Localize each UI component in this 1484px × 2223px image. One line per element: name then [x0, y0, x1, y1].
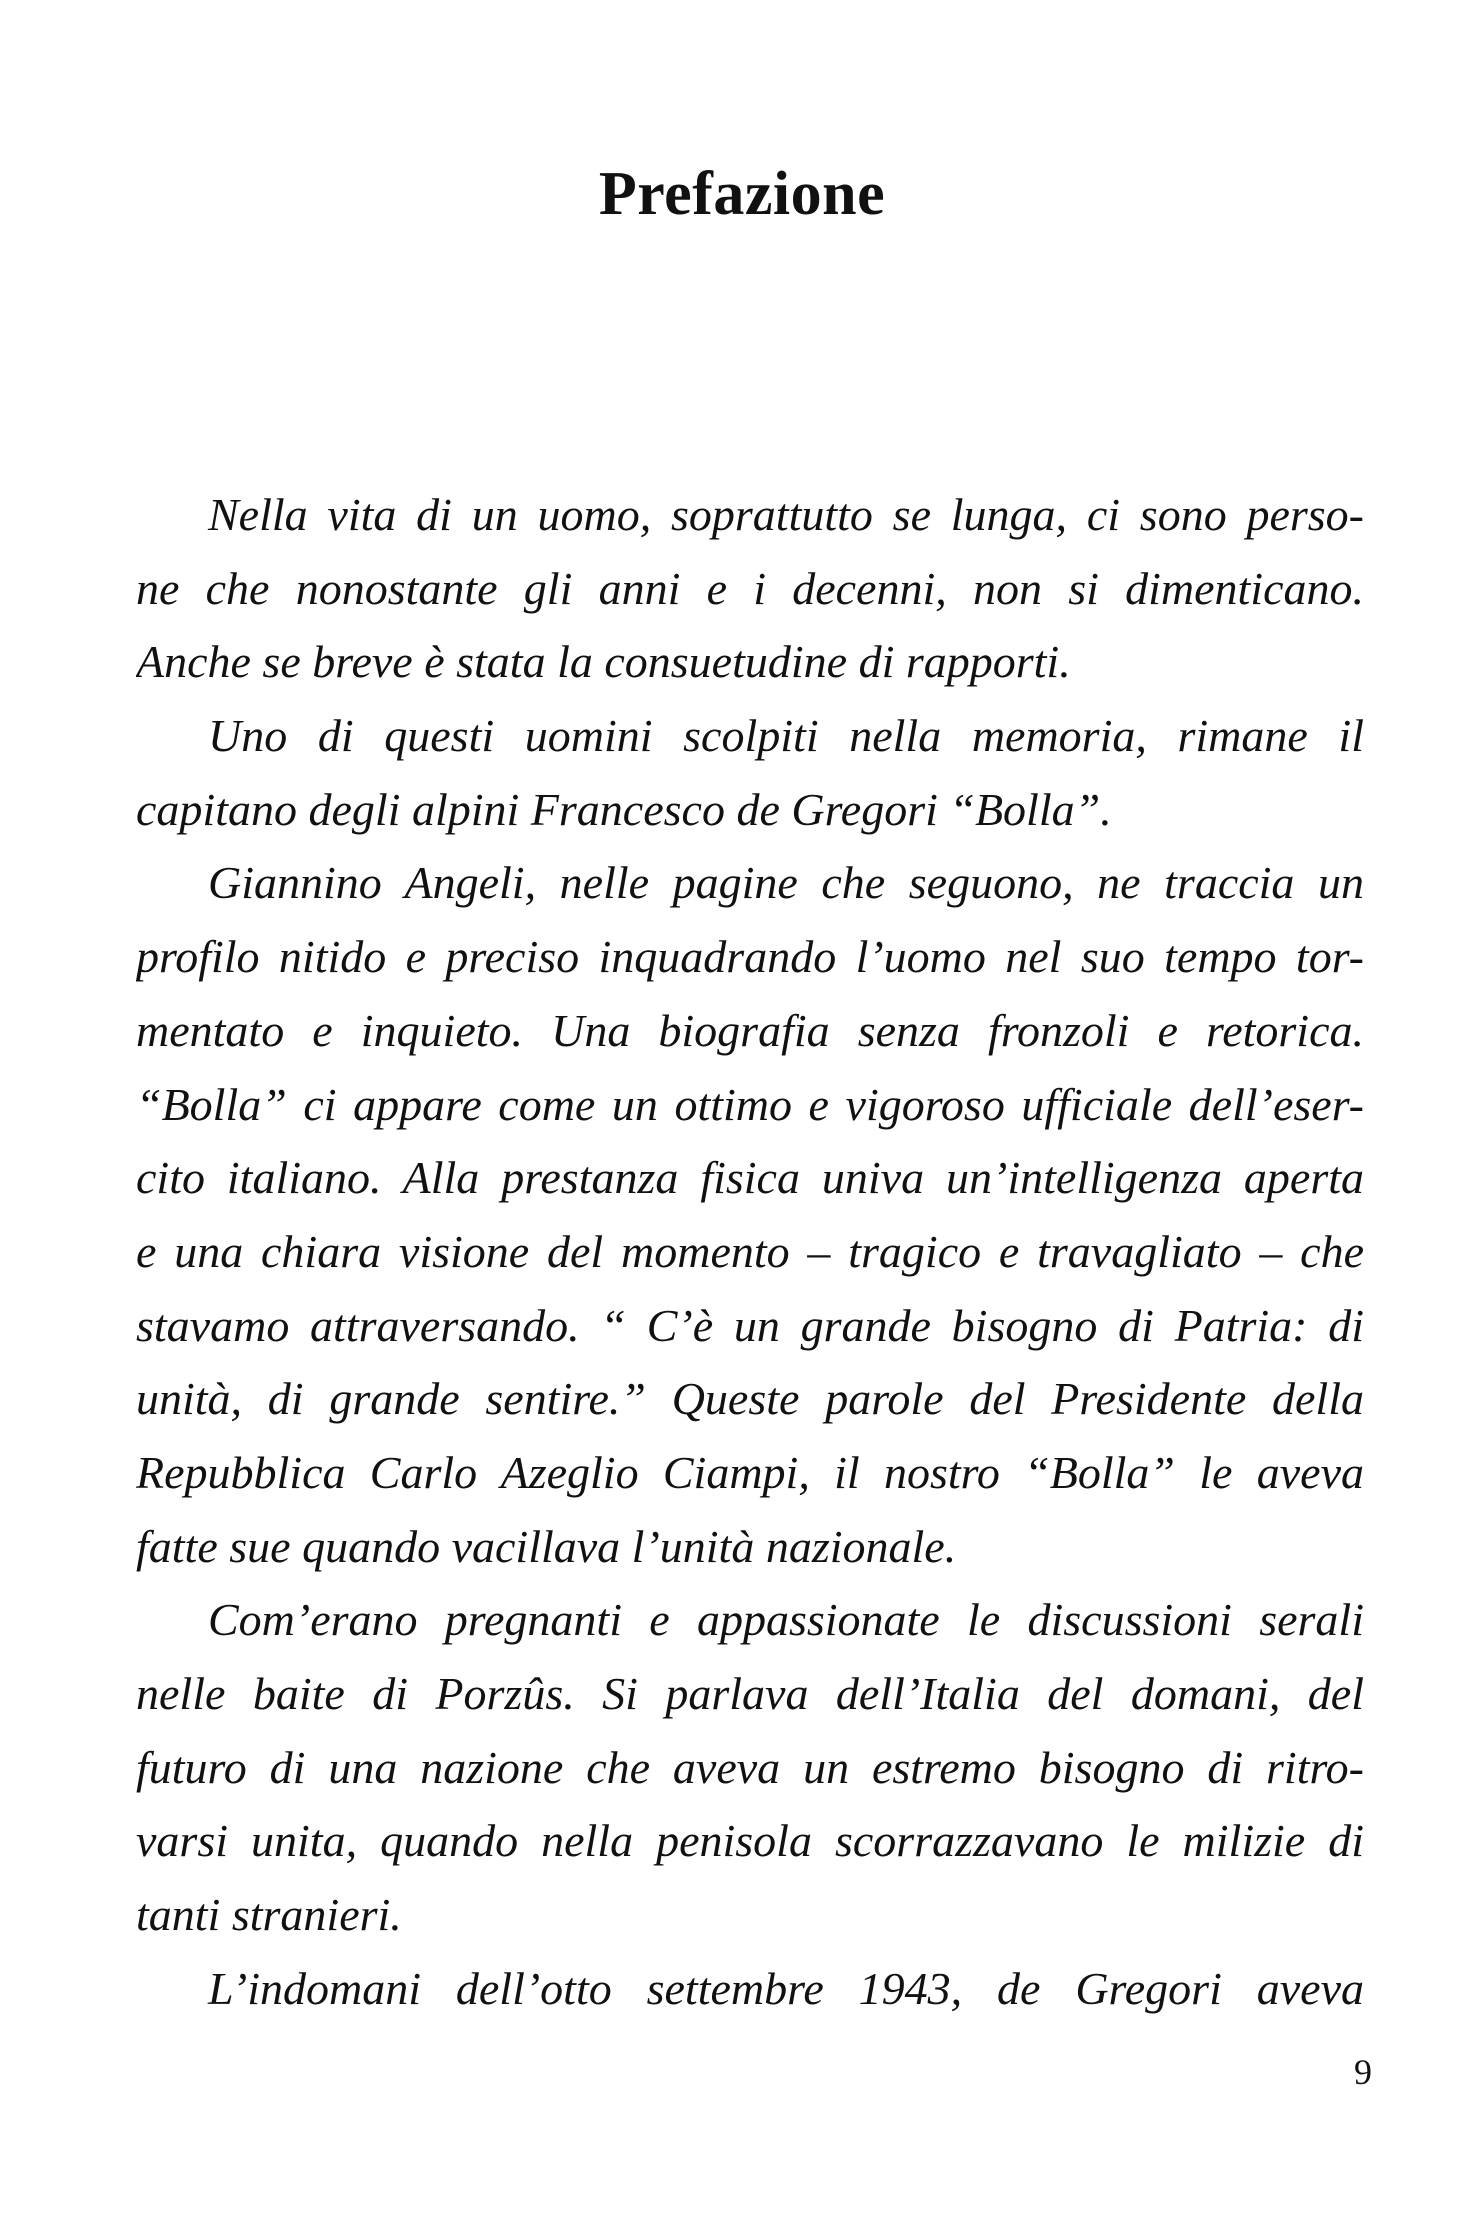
text-line: varsi unita, quando nella penisola scorrazzavano le milizie di [136, 1815, 1364, 1867]
text-line: e una chiara visione del momento – tragico e travagliato – che [136, 1225, 1364, 1277]
text-line: Anche se breve è stata la consuetudine di rapporti. [136, 636, 1071, 688]
text-line: capitano degli alpini Francesco de Gregori “Bolla”. [136, 783, 1112, 835]
text-line: L’indomani dell’otto settembre 1943, de Gregori aveva [208, 1962, 1364, 2014]
chapter-title: Prefazione [598, 159, 886, 228]
text-line: Nella vita di un uomo, soprattutto se lunga, ci sono perso- [208, 489, 1364, 540]
body-text [136, 478, 1364, 2025]
text-line: nelle baite di Porzûs. Si parlava dell’Italia del domani, del [136, 1668, 1364, 1719]
text-line: stavamo attraversando. “ C’è un grande bisogno di Patria: di [136, 1299, 1364, 1351]
text-line: futuro di una nazione che aveva un estremo bisogno di ritro- [136, 1741, 1364, 1793]
text-line: Uno di questi uomini scolpiti nella memoria, rimane il [208, 710, 1364, 762]
text-line: cito italiano. Alla prestanza fisica univa un’intelligenza aperta [136, 1152, 1364, 1204]
text-line: Giannino Angeli, nelle pagine che seguono, ne traccia un [208, 857, 1364, 909]
text-line: profilo nitido e preciso inquadrando l’uomo nel suo tempo tor- [136, 931, 1364, 983]
text-line: fatte sue quando vacillava l’unità nazionale. [136, 1520, 957, 1572]
text-line: Com’erano pregnanti e appassionate le discussioni serali [208, 1594, 1364, 1646]
text-line: tanti stranieri. [136, 1889, 402, 1941]
text-line: ne che nonostante gli anni e i decenni, non si dimenticano. [136, 562, 1364, 614]
text-line: Repubblica Carlo Azeglio Ciampi, il nostro “Bolla” le aveva [136, 1446, 1364, 1498]
page-number: 9 [1354, 2052, 1372, 2092]
text-line: unità, di grande sentire.” Queste parole del Presidente della [136, 1373, 1364, 1425]
text-line: mentato e inquieto. Una biografia senza fronzoli e retorica. [136, 1004, 1364, 1056]
text-line: “Bolla” ci appare come un ottimo e vigoroso ufficiale dell’eser- [136, 1078, 1364, 1130]
